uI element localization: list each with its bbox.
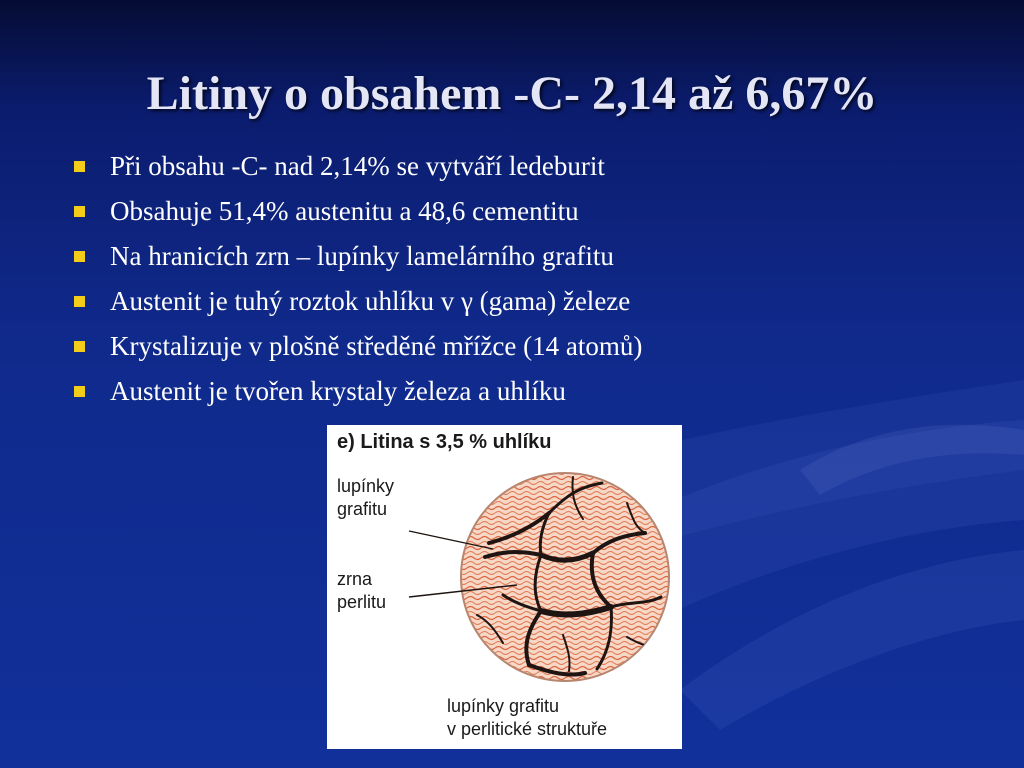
- bullet-text: Na hranicích zrn – lupínky lamelárního grafitu: [110, 241, 614, 271]
- bullet-square-icon: [74, 386, 85, 397]
- caption-line: lupínky grafitu: [447, 696, 560, 716]
- bullet-list: [72, 148, 642, 418]
- bullet-text: Austenit je tuhý roztok uhlíku v γ (gama) železe: [110, 286, 631, 316]
- figure-caption: [447, 695, 607, 741]
- bullet-item: [72, 373, 642, 418]
- bullet-item: [72, 238, 642, 283]
- slide-title: Litiny o obsahem -C- 2,14 až 6,67%: [146, 67, 878, 120]
- label-graphite-flakes: [337, 475, 394, 521]
- bullet-text: Obsahuje 51,4% austenitu a 48,6 cementitu: [110, 196, 579, 226]
- microstructure-figure: [327, 425, 682, 749]
- bullet-item: [72, 193, 642, 238]
- bullet-text: Krystalizuje v plošně středěné mřížce (14 atomů): [110, 331, 643, 361]
- bullet-item: [72, 148, 642, 193]
- bullet-square-icon: [74, 161, 85, 172]
- figure-title: e) Litina s 3,5 % uhlíku: [337, 431, 552, 453]
- bullet-text: Austenit je tvořen krystaly železa a uhlíku: [110, 376, 566, 406]
- label-line: zrna: [337, 569, 373, 589]
- bullet-item: [72, 328, 642, 373]
- label-line: perlitu: [337, 592, 387, 612]
- bullet-square-icon: [74, 296, 85, 307]
- caption-line: v perlitické struktuře: [447, 719, 608, 739]
- label-line: lupínky: [337, 476, 395, 496]
- bullet-text: Při obsahu -C- nad 2,14% se vytváří ledeburit: [110, 151, 605, 181]
- bullet-square-icon: [74, 206, 85, 217]
- label-line: grafitu: [337, 499, 388, 519]
- bullet-square-icon: [74, 251, 85, 262]
- label-pearlite-grains: [337, 568, 386, 614]
- bullet-square-icon: [74, 341, 85, 352]
- bullet-item: [72, 283, 642, 328]
